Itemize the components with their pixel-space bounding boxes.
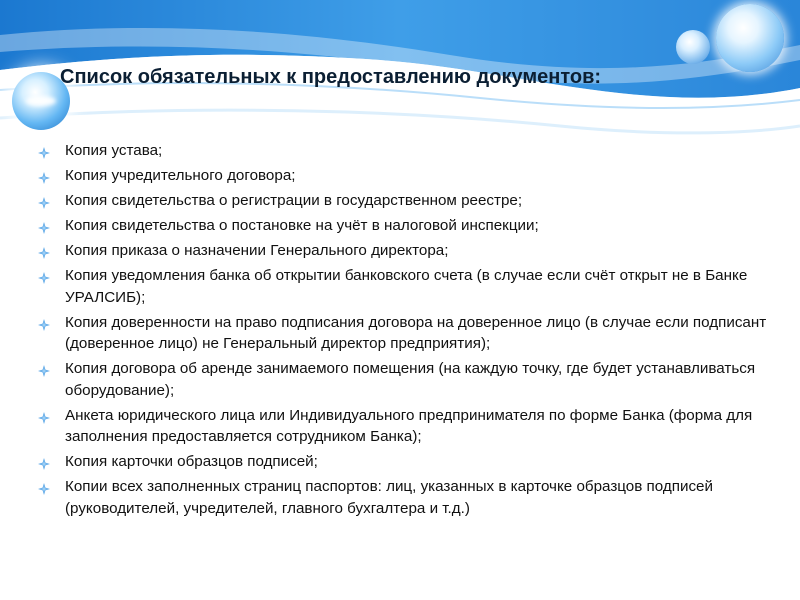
list-item: [38, 312, 778, 355]
glossy-orb-small: [676, 30, 710, 64]
list-item-text: Анкета юридического лица или Индивидуального предпринимателя по форме Банка (форма для заполнения предоставляется сотрудником Банка);: [65, 406, 753, 445]
list-item-text: Копия учредительного договора;: [65, 167, 296, 184]
list-item-text: Копия приказа о назначении Генерального директора;: [65, 242, 449, 259]
diamond-star-bullet-icon: [38, 169, 50, 181]
document-list: [38, 140, 778, 523]
list-item-text: Копия свидетельства о постановке на учёт в налоговой инспекции;: [65, 217, 539, 234]
list-item: [38, 240, 778, 262]
list-item-text: Копия договора об аренде занимаемого помещения (на каждую точку, где будет устанавливаться оборудование);: [65, 360, 756, 399]
diamond-star-bullet-icon: [38, 269, 50, 281]
list-item-text: Копия устава;: [65, 142, 163, 159]
diamond-star-bullet-icon: [38, 144, 50, 156]
diamond-star-bullet-icon: [38, 362, 50, 374]
list-item-text: Копия доверенности на право подписания договора на доверенное лицо (в случае если подписант (доверенное лицо) не Генеральный директор предприятия);: [65, 313, 767, 352]
list-item: [38, 265, 778, 308]
list-item-text: Копия свидетельства о регистрации в государственном реестре;: [65, 192, 523, 209]
list-item: [38, 165, 778, 187]
list-item: [38, 405, 778, 448]
list-item: [38, 190, 778, 212]
list-item: [38, 215, 778, 237]
diamond-star-bullet-icon: [38, 480, 50, 492]
diamond-star-bullet-icon: [38, 316, 50, 328]
slide-title: Список обязательных к предоставлению документов:: [60, 66, 602, 88]
diamond-star-bullet-icon: [38, 219, 50, 231]
list-item: [38, 451, 778, 473]
glossy-orb-large: [716, 4, 784, 72]
list-item-text: Копии всех заполненных страниц паспортов: лиц, указанных в карточке образцов подписей (руководителей, учредителей, главного бухгалтера и т.д.): [65, 478, 713, 517]
diamond-star-bullet-icon: [38, 194, 50, 206]
list-item: [38, 358, 778, 401]
list-item: [38, 476, 778, 519]
list-item: [38, 140, 778, 162]
diamond-star-bullet-icon: [38, 455, 50, 467]
diamond-star-bullet-icon: [38, 244, 50, 256]
list-item-text: Копия карточки образцов подписей;: [65, 453, 318, 470]
list-item-text: Копия уведомления банка об открытии банковского счета (в случае если счёт открыт не в Банке УРАЛСИБ);: [65, 267, 748, 306]
diamond-star-bullet-icon: [38, 409, 50, 421]
